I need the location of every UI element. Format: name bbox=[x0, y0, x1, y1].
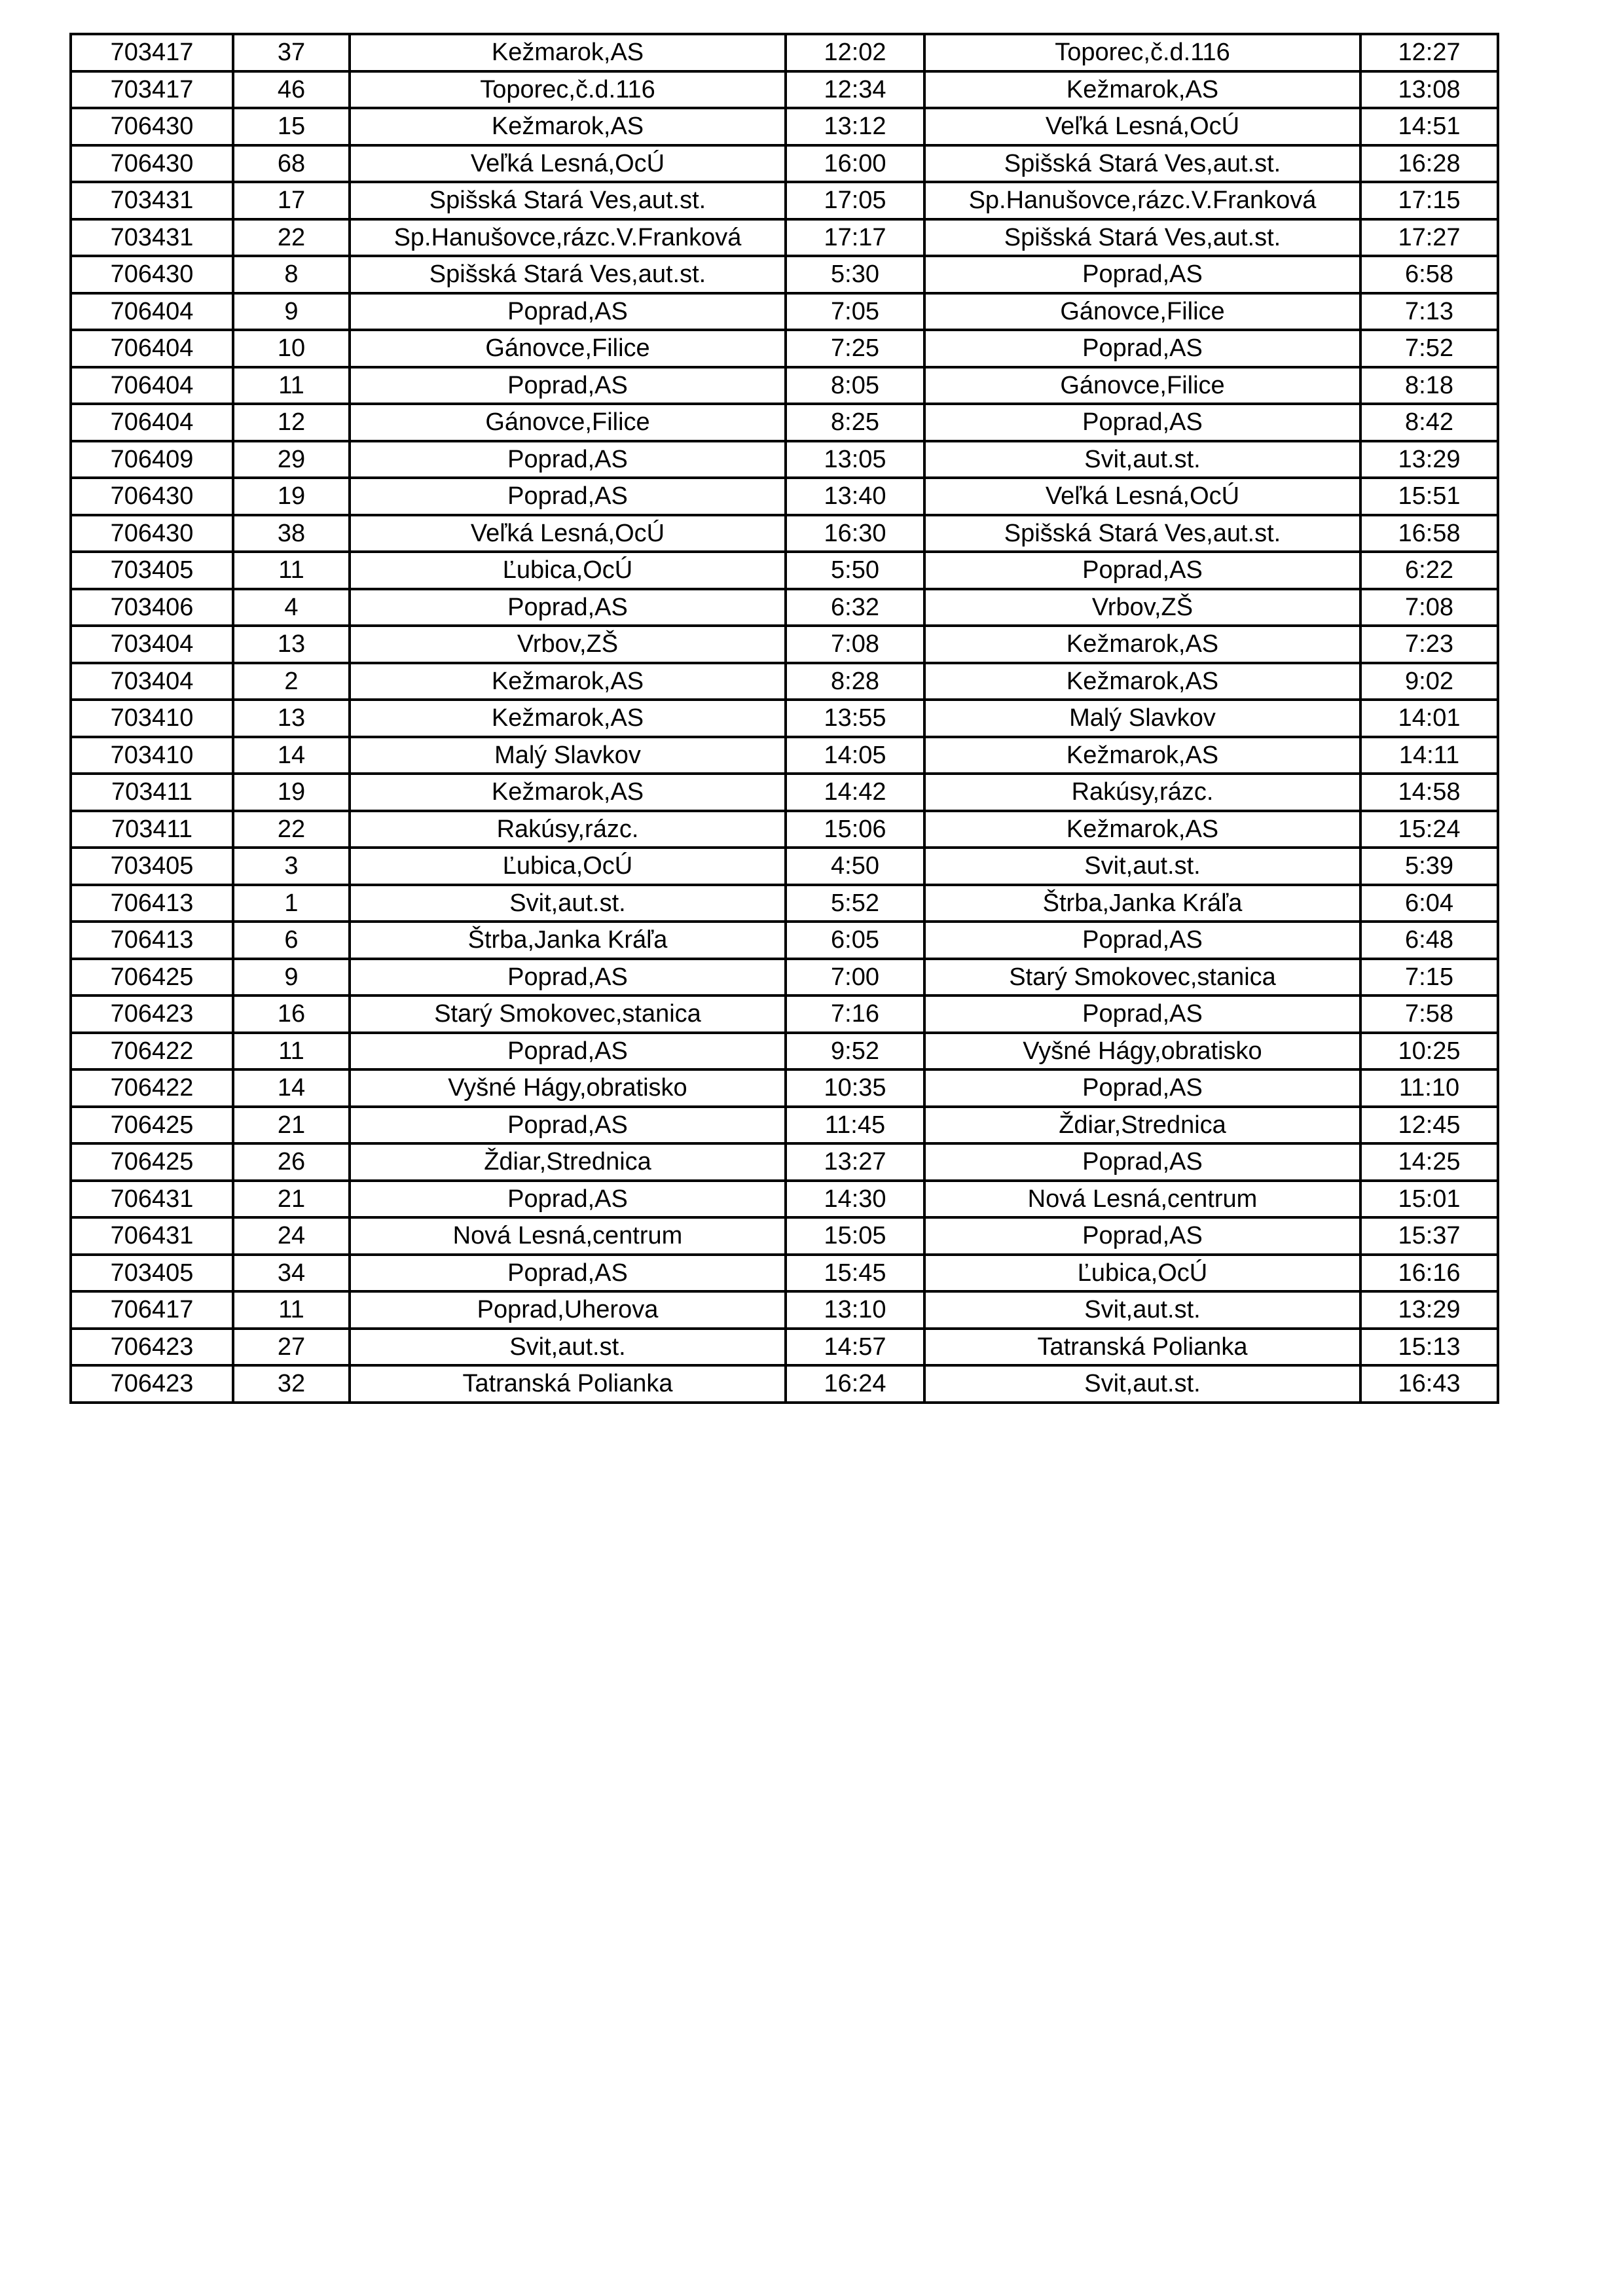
connection-number-cell: 11 bbox=[233, 1291, 350, 1329]
arrival-stop-cell: Kežmarok,AS bbox=[924, 737, 1360, 774]
arrival-time-cell: 8:42 bbox=[1360, 404, 1498, 441]
table-row bbox=[71, 219, 1498, 257]
line-number-cell: 703411 bbox=[71, 811, 233, 848]
departure-stop-cell: Vrbov,ZŠ bbox=[350, 626, 786, 663]
table-row bbox=[71, 1069, 1498, 1107]
arrival-stop-cell: Starý Smokovec,stanica bbox=[924, 959, 1360, 996]
departure-stop-cell: Veľká Lesná,OcÚ bbox=[350, 145, 786, 183]
line-number-cell: 706404 bbox=[71, 367, 233, 404]
departure-time-cell: 5:52 bbox=[786, 885, 924, 922]
arrival-stop-cell: Kežmarok,AS bbox=[924, 626, 1360, 663]
departure-stop-cell: Ľubica,OcÚ bbox=[350, 848, 786, 885]
table-row bbox=[71, 774, 1498, 811]
line-number-cell: 703406 bbox=[71, 589, 233, 626]
table-row bbox=[71, 552, 1498, 589]
arrival-time-cell: 6:22 bbox=[1360, 552, 1498, 589]
arrival-stop-cell: Svit,aut.st. bbox=[924, 1365, 1360, 1403]
connection-number-cell: 11 bbox=[233, 1033, 350, 1070]
line-number-cell: 703431 bbox=[71, 219, 233, 257]
departure-stop-cell: Kežmarok,AS bbox=[350, 700, 786, 737]
departure-stop-cell: Nová Lesná,centrum bbox=[350, 1217, 786, 1255]
line-number-cell: 706431 bbox=[71, 1181, 233, 1218]
table-row bbox=[71, 34, 1498, 71]
line-number-cell: 706417 bbox=[71, 1291, 233, 1329]
table-row bbox=[71, 330, 1498, 367]
arrival-stop-cell: Poprad,AS bbox=[924, 922, 1360, 959]
table-row bbox=[71, 922, 1498, 959]
arrival-stop-cell: Spišská Stará Ves,aut.st. bbox=[924, 219, 1360, 257]
arrival-stop-cell: Poprad,AS bbox=[924, 330, 1360, 367]
line-number-cell: 706430 bbox=[71, 145, 233, 183]
line-number-cell: 706425 bbox=[71, 1107, 233, 1144]
line-number-cell: 703405 bbox=[71, 848, 233, 885]
arrival-stop-cell: Gánovce,Filice bbox=[924, 293, 1360, 331]
line-number-cell: 706431 bbox=[71, 1217, 233, 1255]
departure-time-cell: 13:10 bbox=[786, 1291, 924, 1329]
table-row bbox=[71, 1033, 1498, 1070]
departure-time-cell: 7:05 bbox=[786, 293, 924, 331]
connection-number-cell: 9 bbox=[233, 959, 350, 996]
table-row bbox=[71, 737, 1498, 774]
line-number-cell: 706413 bbox=[71, 922, 233, 959]
departure-time-cell: 15:45 bbox=[786, 1255, 924, 1292]
departure-stop-cell: Toporec,č.d.116 bbox=[350, 71, 786, 109]
arrival-time-cell: 7:15 bbox=[1360, 959, 1498, 996]
arrival-stop-cell: Štrba,Janka Kráľa bbox=[924, 885, 1360, 922]
departure-time-cell: 13:12 bbox=[786, 108, 924, 145]
departure-stop-cell: Poprad,AS bbox=[350, 478, 786, 515]
connection-number-cell: 14 bbox=[233, 1069, 350, 1107]
departure-stop-cell: Veľká Lesná,OcÚ bbox=[350, 515, 786, 552]
departure-stop-cell: Kežmarok,AS bbox=[350, 663, 786, 700]
departure-time-cell: 7:08 bbox=[786, 626, 924, 663]
line-number-cell: 706423 bbox=[71, 996, 233, 1033]
table-row bbox=[71, 700, 1498, 737]
departure-time-cell: 6:32 bbox=[786, 589, 924, 626]
arrival-time-cell: 6:58 bbox=[1360, 256, 1498, 293]
table-row bbox=[71, 404, 1498, 441]
connection-number-cell: 16 bbox=[233, 996, 350, 1033]
arrival-time-cell: 16:16 bbox=[1360, 1255, 1498, 1292]
arrival-time-cell: 5:39 bbox=[1360, 848, 1498, 885]
departure-stop-cell: Svit,aut.st. bbox=[350, 885, 786, 922]
arrival-time-cell: 16:58 bbox=[1360, 515, 1498, 552]
departure-stop-cell: Poprad,AS bbox=[350, 589, 786, 626]
departure-time-cell: 7:16 bbox=[786, 996, 924, 1033]
connection-number-cell: 34 bbox=[233, 1255, 350, 1292]
departure-stop-cell: Rakúsy,rázc. bbox=[350, 811, 786, 848]
departure-time-cell: 11:45 bbox=[786, 1107, 924, 1144]
arrival-time-cell: 15:37 bbox=[1360, 1217, 1498, 1255]
departure-stop-cell: Kežmarok,AS bbox=[350, 774, 786, 811]
departure-time-cell: 12:02 bbox=[786, 34, 924, 71]
line-number-cell: 706404 bbox=[71, 330, 233, 367]
connection-number-cell: 1 bbox=[233, 885, 350, 922]
departure-time-cell: 9:52 bbox=[786, 1033, 924, 1070]
arrival-time-cell: 14:58 bbox=[1360, 774, 1498, 811]
table-row bbox=[71, 367, 1498, 404]
arrival-time-cell: 13:29 bbox=[1360, 1291, 1498, 1329]
arrival-stop-cell: Sp.Hanušovce,rázc.V.Franková bbox=[924, 182, 1360, 219]
arrival-time-cell: 6:48 bbox=[1360, 922, 1498, 959]
connection-number-cell: 38 bbox=[233, 515, 350, 552]
line-number-cell: 706430 bbox=[71, 256, 233, 293]
connection-number-cell: 19 bbox=[233, 478, 350, 515]
arrival-time-cell: 7:13 bbox=[1360, 293, 1498, 331]
table-row bbox=[71, 1291, 1498, 1329]
arrival-time-cell: 7:08 bbox=[1360, 589, 1498, 626]
connection-number-cell: 19 bbox=[233, 774, 350, 811]
line-number-cell: 706413 bbox=[71, 885, 233, 922]
departure-stop-cell: Poprad,AS bbox=[350, 1033, 786, 1070]
departure-time-cell: 15:05 bbox=[786, 1217, 924, 1255]
departure-time-cell: 14:30 bbox=[786, 1181, 924, 1218]
connection-number-cell: 6 bbox=[233, 922, 350, 959]
connection-number-cell: 22 bbox=[233, 811, 350, 848]
connection-number-cell: 13 bbox=[233, 626, 350, 663]
connection-number-cell: 9 bbox=[233, 293, 350, 331]
arrival-stop-cell: Poprad,AS bbox=[924, 1069, 1360, 1107]
table-row bbox=[71, 108, 1498, 145]
departure-time-cell: 7:25 bbox=[786, 330, 924, 367]
departure-stop-cell: Gánovce,Filice bbox=[350, 330, 786, 367]
arrival-time-cell: 15:24 bbox=[1360, 811, 1498, 848]
line-number-cell: 706430 bbox=[71, 515, 233, 552]
arrival-time-cell: 14:01 bbox=[1360, 700, 1498, 737]
arrival-stop-cell: Vyšné Hágy,obratisko bbox=[924, 1033, 1360, 1070]
departure-stop-cell: Starý Smokovec,stanica bbox=[350, 996, 786, 1033]
line-number-cell: 706409 bbox=[71, 441, 233, 478]
arrival-stop-cell: Toporec,č.d.116 bbox=[924, 34, 1360, 71]
table-row bbox=[71, 1181, 1498, 1218]
connection-number-cell: 46 bbox=[233, 71, 350, 109]
departure-time-cell: 4:50 bbox=[786, 848, 924, 885]
arrival-time-cell: 11:10 bbox=[1360, 1069, 1498, 1107]
departure-stop-cell: Kežmarok,AS bbox=[350, 34, 786, 71]
arrival-stop-cell: Tatranská Polianka bbox=[924, 1329, 1360, 1366]
departure-time-cell: 13:05 bbox=[786, 441, 924, 478]
departure-time-cell: 5:30 bbox=[786, 256, 924, 293]
departure-stop-cell: Gánovce,Filice bbox=[350, 404, 786, 441]
departure-time-cell: 14:05 bbox=[786, 737, 924, 774]
connection-number-cell: 26 bbox=[233, 1143, 350, 1181]
departure-time-cell: 12:34 bbox=[786, 71, 924, 109]
bus-schedule-table bbox=[69, 33, 1499, 1404]
departure-time-cell: 16:24 bbox=[786, 1365, 924, 1403]
line-number-cell: 706430 bbox=[71, 478, 233, 515]
arrival-stop-cell: Veľká Lesná,OcÚ bbox=[924, 108, 1360, 145]
connection-number-cell: 32 bbox=[233, 1365, 350, 1403]
arrival-stop-cell: Poprad,AS bbox=[924, 996, 1360, 1033]
table-row bbox=[71, 1365, 1498, 1403]
departure-time-cell: 16:30 bbox=[786, 515, 924, 552]
table-row bbox=[71, 478, 1498, 515]
connection-number-cell: 13 bbox=[233, 700, 350, 737]
arrival-stop-cell: Ždiar,Strednica bbox=[924, 1107, 1360, 1144]
table-row bbox=[71, 515, 1498, 552]
line-number-cell: 706430 bbox=[71, 108, 233, 145]
departure-stop-cell: Spišská Stará Ves,aut.st. bbox=[350, 182, 786, 219]
connection-number-cell: 11 bbox=[233, 552, 350, 589]
line-number-cell: 703405 bbox=[71, 1255, 233, 1292]
table-row bbox=[71, 885, 1498, 922]
departure-stop-cell: Ždiar,Strednica bbox=[350, 1143, 786, 1181]
line-number-cell: 703411 bbox=[71, 774, 233, 811]
departure-stop-cell: Štrba,Janka Kráľa bbox=[350, 922, 786, 959]
departure-time-cell: 8:25 bbox=[786, 404, 924, 441]
connection-number-cell: 17 bbox=[233, 182, 350, 219]
line-number-cell: 706425 bbox=[71, 1143, 233, 1181]
line-number-cell: 706425 bbox=[71, 959, 233, 996]
departure-time-cell: 13:55 bbox=[786, 700, 924, 737]
table-row bbox=[71, 1107, 1498, 1144]
line-number-cell: 703431 bbox=[71, 182, 233, 219]
connection-number-cell: 11 bbox=[233, 367, 350, 404]
table-row bbox=[71, 626, 1498, 663]
table-row bbox=[71, 1329, 1498, 1366]
arrival-stop-cell: Veľká Lesná,OcÚ bbox=[924, 478, 1360, 515]
table-row bbox=[71, 145, 1498, 183]
arrival-stop-cell: Kežmarok,AS bbox=[924, 663, 1360, 700]
arrival-time-cell: 14:25 bbox=[1360, 1143, 1498, 1181]
departure-time-cell: 13:40 bbox=[786, 478, 924, 515]
connection-number-cell: 24 bbox=[233, 1217, 350, 1255]
arrival-stop-cell: Kežmarok,AS bbox=[924, 811, 1360, 848]
departure-time-cell: 17:17 bbox=[786, 219, 924, 257]
line-number-cell: 706404 bbox=[71, 293, 233, 331]
arrival-stop-cell: Ľubica,OcÚ bbox=[924, 1255, 1360, 1292]
arrival-stop-cell: Gánovce,Filice bbox=[924, 367, 1360, 404]
departure-time-cell: 13:27 bbox=[786, 1143, 924, 1181]
departure-time-cell: 7:00 bbox=[786, 959, 924, 996]
arrival-time-cell: 15:01 bbox=[1360, 1181, 1498, 1218]
arrival-stop-cell: Rakúsy,rázc. bbox=[924, 774, 1360, 811]
arrival-stop-cell: Svit,aut.st. bbox=[924, 441, 1360, 478]
connection-number-cell: 29 bbox=[233, 441, 350, 478]
departure-stop-cell: Poprad,Uherova bbox=[350, 1291, 786, 1329]
departure-time-cell: 16:00 bbox=[786, 145, 924, 183]
arrival-time-cell: 14:11 bbox=[1360, 737, 1498, 774]
table-row bbox=[71, 1255, 1498, 1292]
line-number-cell: 706422 bbox=[71, 1033, 233, 1070]
arrival-stop-cell: Svit,aut.st. bbox=[924, 848, 1360, 885]
arrival-stop-cell: Nová Lesná,centrum bbox=[924, 1181, 1360, 1218]
connection-number-cell: 3 bbox=[233, 848, 350, 885]
connection-number-cell: 21 bbox=[233, 1181, 350, 1218]
departure-stop-cell: Poprad,AS bbox=[350, 367, 786, 404]
connection-number-cell: 10 bbox=[233, 330, 350, 367]
table-row bbox=[71, 959, 1498, 996]
departure-stop-cell: Svit,aut.st. bbox=[350, 1329, 786, 1366]
line-number-cell: 703405 bbox=[71, 552, 233, 589]
table-row bbox=[71, 1143, 1498, 1181]
arrival-time-cell: 14:51 bbox=[1360, 108, 1498, 145]
table-row bbox=[71, 256, 1498, 293]
arrival-time-cell: 7:58 bbox=[1360, 996, 1498, 1033]
connection-number-cell: 27 bbox=[233, 1329, 350, 1366]
departure-stop-cell: Malý Slavkov bbox=[350, 737, 786, 774]
arrival-stop-cell: Poprad,AS bbox=[924, 552, 1360, 589]
departure-stop-cell: Poprad,AS bbox=[350, 441, 786, 478]
arrival-stop-cell: Kežmarok,AS bbox=[924, 71, 1360, 109]
table-row bbox=[71, 441, 1498, 478]
arrival-stop-cell: Malý Slavkov bbox=[924, 700, 1360, 737]
departure-time-cell: 10:35 bbox=[786, 1069, 924, 1107]
departure-time-cell: 5:50 bbox=[786, 552, 924, 589]
table-row bbox=[71, 1217, 1498, 1255]
arrival-stop-cell: Poprad,AS bbox=[924, 1217, 1360, 1255]
arrival-stop-cell: Vrbov,ZŠ bbox=[924, 589, 1360, 626]
line-number-cell: 703404 bbox=[71, 663, 233, 700]
arrival-stop-cell: Spišská Stará Ves,aut.st. bbox=[924, 145, 1360, 183]
line-number-cell: 706422 bbox=[71, 1069, 233, 1107]
arrival-time-cell: 17:27 bbox=[1360, 219, 1498, 257]
connection-number-cell: 68 bbox=[233, 145, 350, 183]
departure-time-cell: 6:05 bbox=[786, 922, 924, 959]
arrival-time-cell: 6:04 bbox=[1360, 885, 1498, 922]
line-number-cell: 706423 bbox=[71, 1329, 233, 1366]
connection-number-cell: 12 bbox=[233, 404, 350, 441]
table-row bbox=[71, 996, 1498, 1033]
arrival-time-cell: 13:29 bbox=[1360, 441, 1498, 478]
arrival-time-cell: 17:15 bbox=[1360, 182, 1498, 219]
table-row bbox=[71, 71, 1498, 109]
line-number-cell: 703417 bbox=[71, 34, 233, 71]
arrival-time-cell: 12:45 bbox=[1360, 1107, 1498, 1144]
line-number-cell: 706423 bbox=[71, 1365, 233, 1403]
line-number-cell: 703410 bbox=[71, 700, 233, 737]
connection-number-cell: 37 bbox=[233, 34, 350, 71]
departure-time-cell: 8:05 bbox=[786, 367, 924, 404]
table-row bbox=[71, 589, 1498, 626]
table-row bbox=[71, 848, 1498, 885]
departure-stop-cell: Ľubica,OcÚ bbox=[350, 552, 786, 589]
arrival-stop-cell: Poprad,AS bbox=[924, 404, 1360, 441]
arrival-time-cell: 8:18 bbox=[1360, 367, 1498, 404]
arrival-time-cell: 7:52 bbox=[1360, 330, 1498, 367]
connection-number-cell: 22 bbox=[233, 219, 350, 257]
connection-number-cell: 4 bbox=[233, 589, 350, 626]
arrival-time-cell: 16:43 bbox=[1360, 1365, 1498, 1403]
departure-stop-cell: Poprad,AS bbox=[350, 959, 786, 996]
arrival-stop-cell: Svit,aut.st. bbox=[924, 1291, 1360, 1329]
schedule-table-body bbox=[71, 34, 1498, 1403]
table-row bbox=[71, 811, 1498, 848]
arrival-time-cell: 13:08 bbox=[1360, 71, 1498, 109]
table-row bbox=[71, 182, 1498, 219]
arrival-stop-cell: Spišská Stará Ves,aut.st. bbox=[924, 515, 1360, 552]
connection-number-cell: 15 bbox=[233, 108, 350, 145]
departure-stop-cell: Poprad,AS bbox=[350, 1107, 786, 1144]
arrival-time-cell: 10:25 bbox=[1360, 1033, 1498, 1070]
line-number-cell: 706404 bbox=[71, 404, 233, 441]
departure-stop-cell: Poprad,AS bbox=[350, 293, 786, 331]
departure-stop-cell: Vyšné Hágy,obratisko bbox=[350, 1069, 786, 1107]
arrival-time-cell: 12:27 bbox=[1360, 34, 1498, 71]
line-number-cell: 703417 bbox=[71, 71, 233, 109]
arrival-time-cell: 7:23 bbox=[1360, 626, 1498, 663]
departure-time-cell: 14:57 bbox=[786, 1329, 924, 1366]
departure-time-cell: 15:06 bbox=[786, 811, 924, 848]
table-row bbox=[71, 663, 1498, 700]
connection-number-cell: 21 bbox=[233, 1107, 350, 1144]
departure-time-cell: 14:42 bbox=[786, 774, 924, 811]
line-number-cell: 703410 bbox=[71, 737, 233, 774]
departure-stop-cell: Poprad,AS bbox=[350, 1255, 786, 1292]
departure-stop-cell: Poprad,AS bbox=[350, 1181, 786, 1218]
connection-number-cell: 8 bbox=[233, 256, 350, 293]
arrival-time-cell: 9:02 bbox=[1360, 663, 1498, 700]
arrival-time-cell: 15:13 bbox=[1360, 1329, 1498, 1366]
arrival-time-cell: 15:51 bbox=[1360, 478, 1498, 515]
line-number-cell: 703404 bbox=[71, 626, 233, 663]
departure-stop-cell: Spišská Stará Ves,aut.st. bbox=[350, 256, 786, 293]
departure-time-cell: 17:05 bbox=[786, 182, 924, 219]
table-row bbox=[71, 293, 1498, 331]
departure-stop-cell: Kežmarok,AS bbox=[350, 108, 786, 145]
departure-stop-cell: Sp.Hanušovce,rázc.V.Franková bbox=[350, 219, 786, 257]
arrival-time-cell: 16:28 bbox=[1360, 145, 1498, 183]
arrival-stop-cell: Poprad,AS bbox=[924, 256, 1360, 293]
arrival-stop-cell: Poprad,AS bbox=[924, 1143, 1360, 1181]
departure-stop-cell: Tatranská Polianka bbox=[350, 1365, 786, 1403]
connection-number-cell: 2 bbox=[233, 663, 350, 700]
connection-number-cell: 14 bbox=[233, 737, 350, 774]
departure-time-cell: 8:28 bbox=[786, 663, 924, 700]
